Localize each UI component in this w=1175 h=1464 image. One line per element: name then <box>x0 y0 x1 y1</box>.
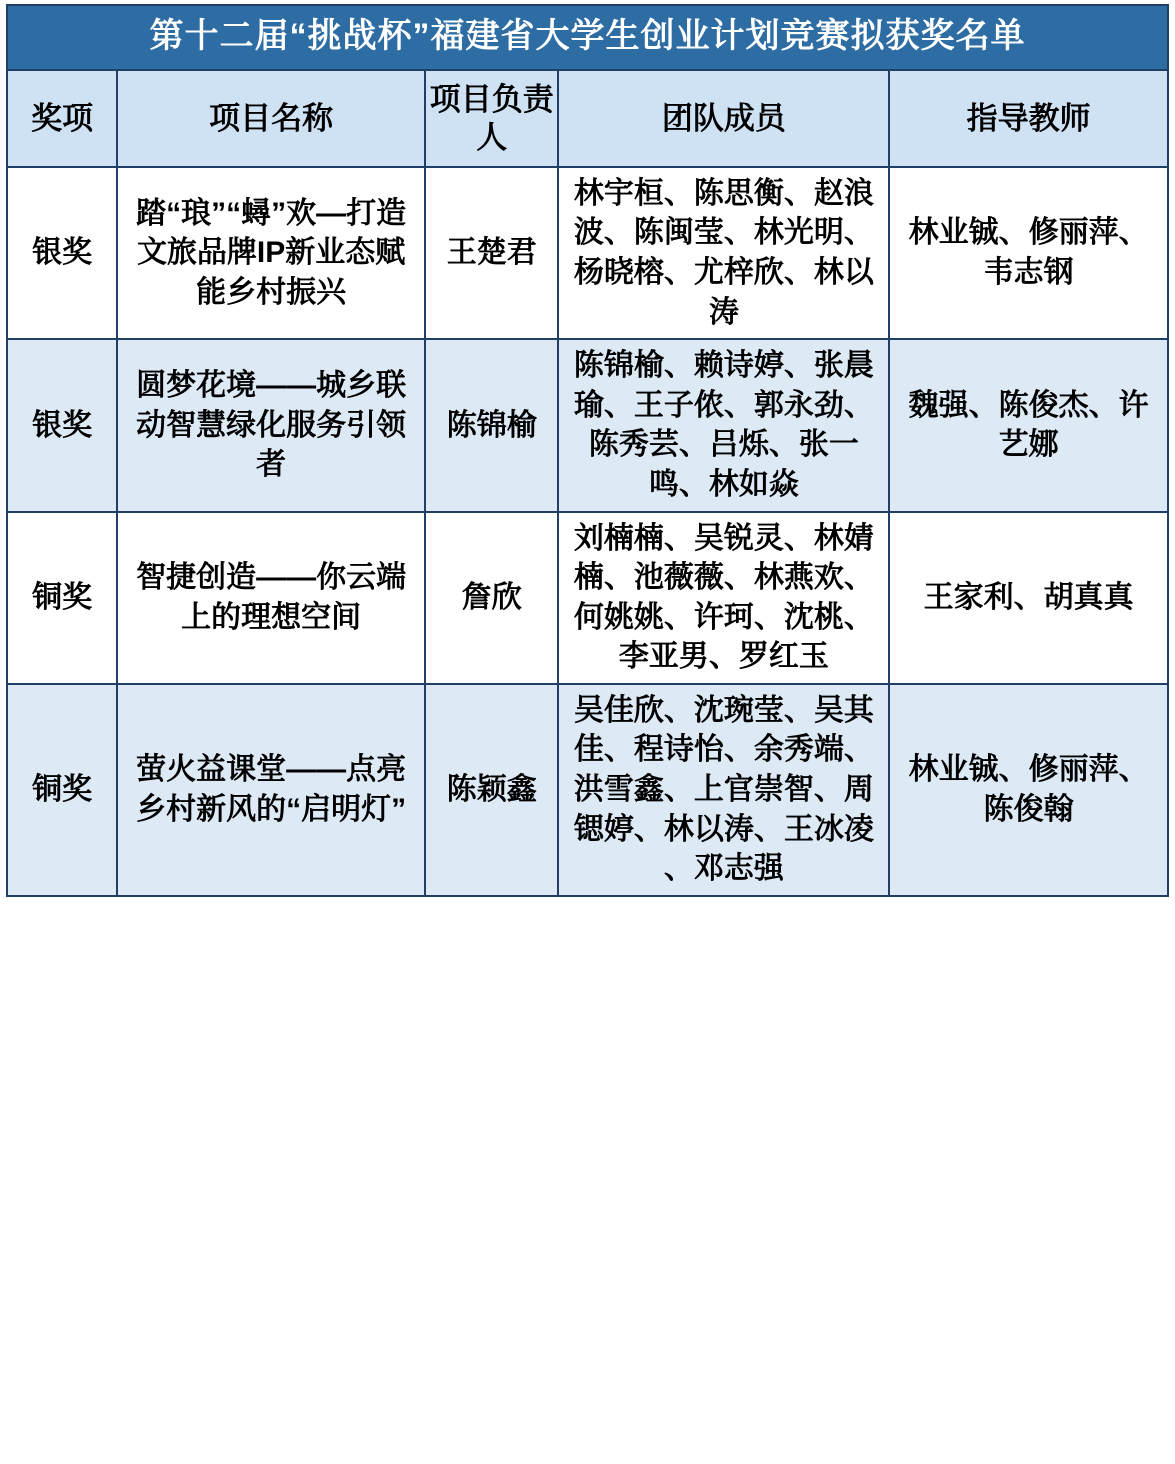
table-row <box>7 167 1168 339</box>
column-header-project: 项目名称 <box>117 70 425 166</box>
table-title-row <box>7 5 1168 70</box>
column-header-members: 团队成员 <box>558 70 889 166</box>
cell-award: 银奖 <box>7 339 117 511</box>
cell-award: 铜奖 <box>7 684 117 896</box>
cell-mentor: 魏强、陈俊杰、许艺娜 <box>889 339 1168 511</box>
table-row <box>7 512 1168 684</box>
cell-leader: 王楚君 <box>425 167 559 339</box>
cell-members: 林宇桓、陈思衡、赵浪波、陈闽莹、林光明、杨晓榕、尤梓欣、林以涛 <box>558 167 889 339</box>
cell-leader: 陈锦榆 <box>425 339 559 511</box>
cell-members: 吴佳欣、沈琬莹、吴其佳、程诗怡、余秀端、洪雪鑫、上官崇智、周锶婷、林以涛、王冰凌 、邓志强 <box>558 684 889 896</box>
cell-project: 萤火益课堂——点亮乡村新风的“启明灯” <box>117 684 425 896</box>
column-header-award: 奖项 <box>7 70 117 166</box>
cell-leader: 陈颖鑫 <box>425 684 559 896</box>
cell-mentor: 林业铖、修丽萍、韦志钢 <box>889 167 1168 339</box>
cell-mentor: 林业铖、修丽萍、陈俊翰 <box>889 684 1168 896</box>
column-header-mentor: 指导教师 <box>889 70 1168 166</box>
cell-award: 铜奖 <box>7 512 117 684</box>
cell-mentor: 王家利、胡真真 <box>889 512 1168 684</box>
cell-members: 陈锦榆、赖诗婷、张晨瑜、王子侬、郭永劲、陈秀芸、吕烁、张一鸣、林如焱 <box>558 339 889 511</box>
cell-members: 刘楠楠、吴锐灵、林婧楠、池薇薇、林燕欢、何姚姚、许珂、沈桃、李亚男、罗红玉 <box>558 512 889 684</box>
cell-project: 圆梦花境——城乡联动智慧绿化服务引领者 <box>117 339 425 511</box>
cell-leader: 詹欣 <box>425 512 559 684</box>
cell-project: 智捷创造——你云端上的理想空间 <box>117 512 425 684</box>
document-title: 第十二届“挑战杯”福建省大学生创业计划竞赛拟获奖名单 <box>7 5 1168 70</box>
table-row <box>7 684 1168 896</box>
award-list-table <box>6 4 1169 897</box>
column-header-leader: 项目负责人 <box>425 70 559 166</box>
cell-project: 踏“琅”“蟳”欢—打造文旅品牌IP新业态赋能乡村振兴 <box>117 167 425 339</box>
table-row <box>7 339 1168 511</box>
cell-award: 银奖 <box>7 167 117 339</box>
table-header-row <box>7 70 1168 166</box>
